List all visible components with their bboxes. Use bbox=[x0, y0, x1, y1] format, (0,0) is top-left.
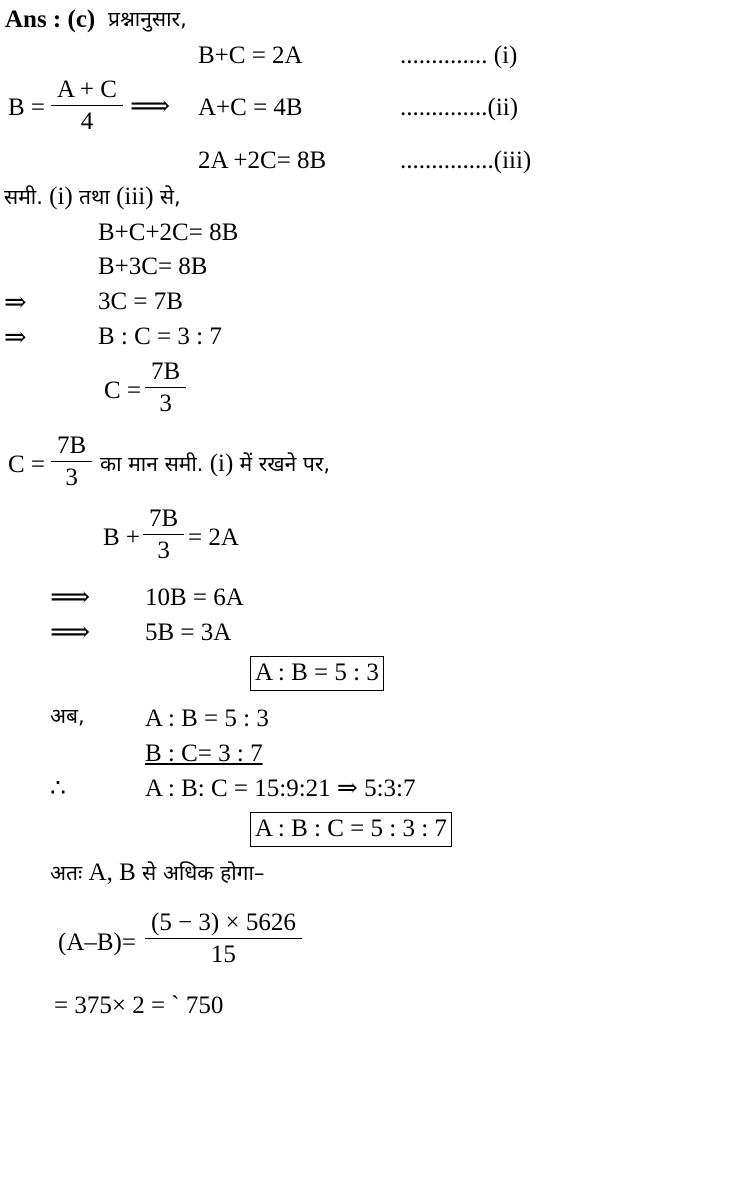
step2-c-numerator: 7B bbox=[57, 432, 87, 459]
step1-line-2: B+3C= 8B bbox=[98, 253, 208, 280]
step1-c-lhs: C = bbox=[104, 377, 142, 404]
step2-arrow-2: ⟹ bbox=[50, 617, 91, 648]
step1-label-mid: तथा bbox=[78, 185, 110, 209]
equation-1-tag: .............. (i) bbox=[400, 42, 518, 69]
step3-boxed-result: A : B : C = 5 : 3 : 7 bbox=[250, 812, 452, 847]
step1-label-iii: (iii) bbox=[116, 183, 154, 210]
conclusion-text-b: से अधिक होगा– bbox=[142, 861, 265, 885]
step2-text bbox=[100, 451, 330, 476]
step2-text-i: (i) bbox=[209, 450, 234, 477]
step2-sub-numerator: 7B bbox=[149, 505, 179, 532]
conclusion-result: = 375× 2 = ` 750 bbox=[54, 992, 224, 1019]
equation-3: 2A +2C= 8B bbox=[198, 147, 327, 174]
equation-3-tag: ...............(iii) bbox=[400, 147, 532, 174]
equation-1: B+C = 2A bbox=[198, 42, 303, 69]
step1-line-3: 3C = 7B bbox=[98, 288, 183, 315]
conclusion-denominator: 15 bbox=[145, 938, 302, 970]
equation-2: A+C = 4B bbox=[198, 94, 303, 121]
intro-text: प्रश्नानुसार, bbox=[108, 7, 187, 31]
step1-label bbox=[4, 184, 181, 209]
step2-sub-denominator: 3 bbox=[143, 534, 184, 566]
b-fraction-denominator: 4 bbox=[51, 105, 123, 137]
step3-line-1: A : B = 5 : 3 bbox=[145, 705, 269, 732]
conclusion-text bbox=[50, 860, 264, 885]
step1-arrow-2: ⇒ bbox=[4, 322, 27, 352]
step1-c-numerator: 7B bbox=[151, 358, 181, 385]
b-fraction bbox=[54, 76, 120, 137]
conclusion-numerator: (5 − 3) × 5626 bbox=[151, 909, 296, 936]
answer-label: Ans : (c) bbox=[5, 6, 96, 33]
step2-arrow-1: ⟹ bbox=[50, 582, 91, 613]
step2-sub-rhs: = 2A bbox=[188, 524, 239, 551]
step2-sub-fraction bbox=[146, 505, 181, 566]
step1-label-post: से, bbox=[159, 185, 181, 209]
step2-sub-lhs: B + bbox=[103, 524, 141, 551]
conclusion-text-a: अतः bbox=[50, 861, 83, 885]
step2-c-denominator: 3 bbox=[51, 461, 92, 493]
conclusion-fraction bbox=[148, 909, 299, 970]
step2-line-2: 5B = 3A bbox=[145, 619, 232, 646]
step1-label-pre: समी. bbox=[4, 185, 43, 209]
step1-c-denominator: 3 bbox=[145, 387, 186, 419]
b-fraction-numerator: A + C bbox=[57, 76, 117, 103]
step1-arrow-1: ⇒ bbox=[4, 287, 27, 317]
step3-line-2: B : C= 3 : 7 bbox=[145, 740, 263, 767]
step2-line-1: 10B = 6A bbox=[145, 584, 244, 611]
b-lhs: B = bbox=[8, 94, 46, 121]
step2-c-lhs: C = bbox=[8, 451, 46, 478]
therefore-symbol: ∴ bbox=[50, 775, 66, 802]
conclusion-lhs: (A–B)= bbox=[58, 929, 136, 956]
step1-label-i: (i) bbox=[49, 183, 73, 210]
step2-boxed-result: A : B = 5 : 3 bbox=[250, 656, 384, 691]
step2-c-fraction bbox=[54, 432, 89, 493]
step3-line-3: A : B: C = 15:9:21 ⇒ 5:3:7 bbox=[145, 775, 416, 802]
step1-line-1: B+C+2C= 8B bbox=[98, 219, 239, 246]
implies-arrow: ⟹ bbox=[130, 91, 171, 122]
step3-ab-label: अब, bbox=[50, 704, 85, 728]
step1-c-fraction bbox=[148, 358, 183, 419]
equation-2-tag: ..............(ii) bbox=[400, 94, 519, 121]
step2-text-b: में रखने पर, bbox=[239, 452, 331, 476]
step2-text-a: का मान समी. bbox=[100, 452, 204, 476]
conclusion-text-mid: A, B bbox=[88, 859, 136, 886]
step1-line-4: B : C = 3 : 7 bbox=[98, 323, 222, 350]
